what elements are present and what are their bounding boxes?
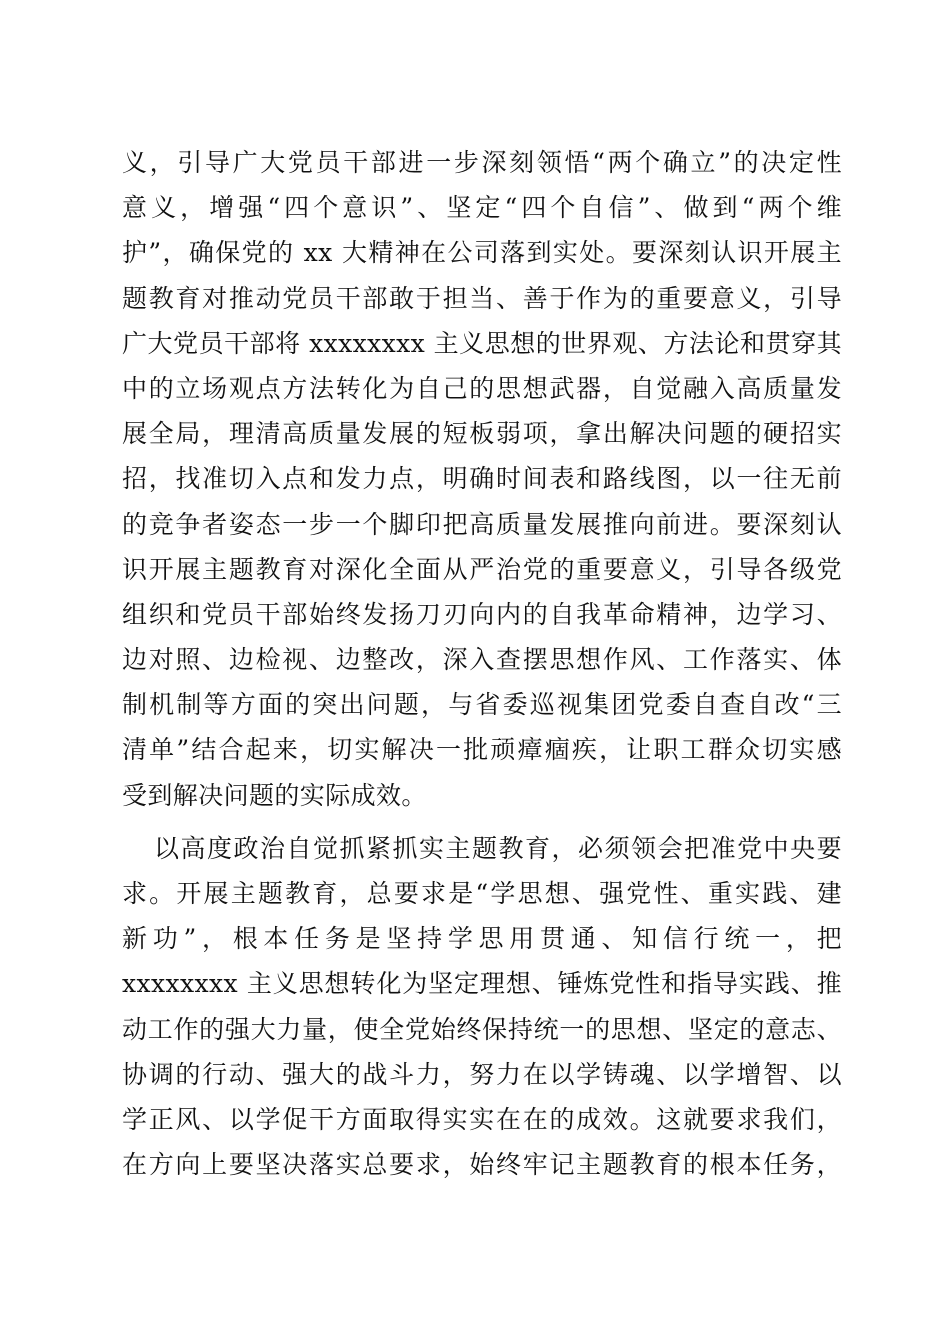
- paragraph-line: 广大党员干部将 xxxxxxxx 主义思想的世界观、方法论和贯穿其: [122, 328, 842, 358]
- paragraph-line: 招，找准切入点和发力点，明确时间表和路线图，以一往无前: [122, 464, 842, 494]
- paragraph-line: 以高度政治自觉抓紧抓实主题教育，必须领会把准党中央要: [154, 833, 842, 863]
- paragraph-2: [122, 826, 842, 1188]
- paragraph-line: 动工作的强大力量，使全党始终保持统一的思想、坚定的意志、: [122, 1014, 842, 1044]
- document-body: [122, 140, 842, 1187]
- paragraph-line: 的竞争者姿态一步一个脚印把高质量发展推向前进。要深刻认: [122, 509, 842, 539]
- paragraph-line: 组织和党员干部始终发扬刀刃向内的自我革命精神，边学习、: [122, 599, 842, 629]
- paragraph-line: 制机制等方面的突出问题，与省委巡视集团党委自查自改“三: [122, 690, 842, 720]
- paragraph-line: 学正风、以学促干方面取得实实在在的成效。这就要求我们，: [122, 1104, 842, 1134]
- paragraph-line: 展全局，理清高质量发展的短板弱项，拿出解决问题的硬招实: [122, 419, 842, 449]
- paragraph-line: 受到解决问题的实际成效。: [122, 780, 427, 810]
- paragraph-line: 题教育对推动党员干部敢于担当、善于作为的重要意义，引导: [122, 283, 842, 313]
- paragraph-line: 意义，增强“四个意识”、坚定“四个自信”、做到“两个维: [122, 193, 842, 223]
- paragraph-line: 求。开展主题教育，总要求是“学思想、强党性、重实践、建: [122, 879, 842, 908]
- paragraph-line: xxxxxxxx 主义思想转化为坚定理想、锤炼党性和指导实践、推: [122, 969, 842, 999]
- paragraph-line: 义，引导广大党员干部进一步深刻领悟“两个确立”的决定性: [122, 148, 842, 177]
- paragraph-line: 在方向上要坚决落实总要求，始终牢记主题教育的根本任务，: [122, 1150, 842, 1180]
- paragraph-line: 协调的行动、强大的战斗力，努力在以学铸魂、以学增智、以: [122, 1059, 842, 1089]
- paragraph-line: 识开展主题教育对深化全面从严治党的重要意义，引导各级党: [122, 554, 842, 584]
- paragraph-line: 边对照、边检视、边整改，深入查摆思想作风、工作落实、体: [122, 645, 842, 675]
- paragraph-line: 清单”结合起来，切实解决一批顽瘴痼疾，让职工群众切实感: [122, 735, 842, 765]
- paragraph-line: 护”，确保党的 xx 大精神在公司落到实处。要深刻认识开展主: [122, 238, 842, 268]
- paragraph-1: [122, 140, 842, 818]
- paragraph-line: 新功”，根本任务是坚持学思用贯通、知信行统一，把: [122, 924, 842, 954]
- paragraph-spacer: [122, 818, 842, 826]
- paragraph-line: 中的立场观点方法转化为自己的思想武器，自觉融入高质量发: [122, 373, 842, 403]
